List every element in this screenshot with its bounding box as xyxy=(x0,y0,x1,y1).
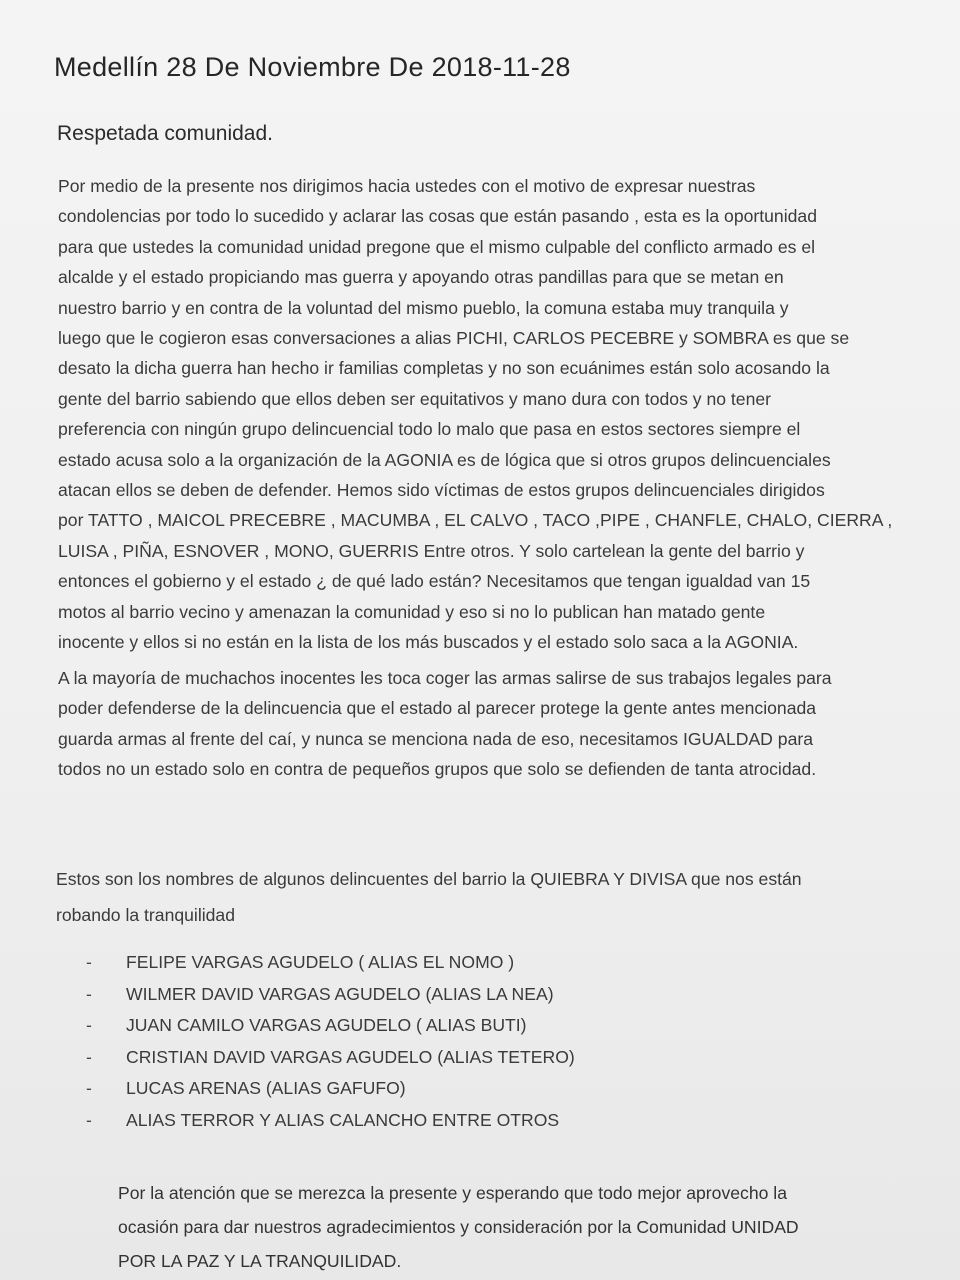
paragraph-line: por TATTO , MAICOL PRECEBRE , MACUMBA , EL CALVO , TACO ,PIPE , CHANFLE, CHALO, CIERRA , xyxy=(58,510,893,531)
paragraph-line: nuestro barrio y en contra de la voluntad del mismo pueblo, la comuna estaba muy tranquila y xyxy=(58,297,789,318)
date-line: Medellín 28 De Noviembre De 2018-11-28 xyxy=(54,52,571,82)
paragraph-line: poder defenderse de la delincuencia que el estado al parecer protege la gente antes mencionada xyxy=(58,698,817,719)
paragraph-line: para que ustedes la comunidad unidad pregone que el mismo culpable del conflicto armado es el xyxy=(58,236,816,257)
paragraph-line: LUISA , PIÑA, ESNOVER , MONO, GUERRIS Entre otros. Y solo cartelean la gente del barrio y xyxy=(58,540,805,561)
paragraph-line: guarda armas al frente del caí, y nunca se menciona nada de eso, necesitamos IGUALDAD para xyxy=(58,728,813,749)
greeting: Respetada comunidad. xyxy=(57,122,273,145)
list-item xyxy=(86,1042,575,1074)
bullet-dash: - xyxy=(86,1109,92,1130)
paragraph-line: luego que le cogieron esas conversaciones a alias PICHI, CARLOS PECEBRE y SOMBRA es que se xyxy=(58,328,850,349)
list-item xyxy=(86,1010,575,1042)
paragraph-line: atacan ellos se deben de defender. Hemos sido víctimas de estos grupos delincuenciales dirigidos xyxy=(58,480,825,501)
list-item xyxy=(86,1073,575,1105)
paragraph-line: gente del barrio sabiendo que ellos deben ser equitativos y mano dura con todos y no tener xyxy=(58,388,772,409)
bullet-dash: - xyxy=(86,952,92,972)
list-item-text: WILMER DAVID VARGAS AGUDELO (ALIAS LA NEA) xyxy=(126,983,554,1004)
paragraph-line: motos al barrio vecino y amenazan la comunidad y eso si no lo publican han matado gente xyxy=(58,601,766,622)
list-item-text: JUAN CAMILO VARGAS AGUDELO ( ALIAS BUTI) xyxy=(126,1015,527,1035)
paragraph-line: todos no un estado solo en contra de pequeños grupos que solo se defienden de tanta atrocidad. xyxy=(58,759,817,780)
paragraph-line: inocente y ellos si no están en la lista de los más buscados y el estado solo saca a la AGONIA. xyxy=(58,632,799,653)
closing-line: ocasión para dar nuestros agradecimientos y consideración por la Comunidad UNIDAD xyxy=(118,1217,799,1237)
list-item xyxy=(86,979,575,1011)
closing-paragraph xyxy=(118,1176,799,1278)
closing-line: Por la atención que se merezca la presente y esperando que todo mejor aprovecho la xyxy=(118,1183,787,1203)
paragraph-names-intro xyxy=(56,861,802,933)
list-item-text: ALIAS TERROR Y ALIAS CALANCHO ENTRE OTROS xyxy=(126,1109,560,1130)
list-item-text: LUCAS ARENAS (ALIAS GAFUFO) xyxy=(126,1078,406,1098)
bullet-dash: - xyxy=(86,1015,92,1035)
paragraph-condolences xyxy=(58,171,892,658)
list-item xyxy=(86,1105,575,1137)
paragraph-line: condolencias por todo lo sucedido y aclarar las cosas que están pasando , esta es la oportunidad xyxy=(58,206,817,227)
paragraph-line: Por medio de la presente nos dirigimos hacia ustedes con el motivo de expresar nuestras xyxy=(58,176,756,196)
names-list xyxy=(86,947,575,1136)
paragraph-line: estado acusa solo a la organización de la AGONIA es de lógica que si otros grupos delincuenciales xyxy=(58,449,831,470)
paragraph-line: desato la dicha guerra han hecho ir familias completas y no son ecuánimes están solo acosando la xyxy=(58,358,830,379)
bullet-dash: - xyxy=(86,1046,92,1067)
list-item xyxy=(86,947,575,979)
paragraph-line: entonces el gobierno y el estado ¿ de qué lado están? Necesitamos que tengan igualdad van 15 xyxy=(58,571,811,592)
list-item-text: CRISTIAN DAVID VARGAS AGUDELO (ALIAS TETERO) xyxy=(126,1046,575,1067)
paragraph-line: A la mayoría de muchachos inocentes les toca coger las armas salirse de sus trabajos legales para xyxy=(58,668,832,688)
paragraph-line: Estos son los nombres de algunos delincuentes del barrio la QUIEBRA Y DIVISA que nos están xyxy=(56,869,802,889)
bullet-dash: - xyxy=(86,1078,92,1098)
paragraph-line: alcalde y el estado propiciando mas guerra y apoyando otras pandillas para que se metan en xyxy=(58,267,784,288)
closing-line: POR LA PAZ Y LA TRANQUILIDAD. xyxy=(118,1251,402,1271)
paragraph-line: robando la tranquilidad xyxy=(56,905,236,925)
bullet-dash: - xyxy=(86,983,92,1004)
paragraph-line: preferencia con ningún grupo delincuencial todo lo malo que pasa en estos sectores siempre el xyxy=(58,419,801,440)
list-item-text: FELIPE VARGAS AGUDELO ( ALIAS EL NOMO ) xyxy=(126,952,515,972)
paragraph-equality xyxy=(58,663,832,785)
